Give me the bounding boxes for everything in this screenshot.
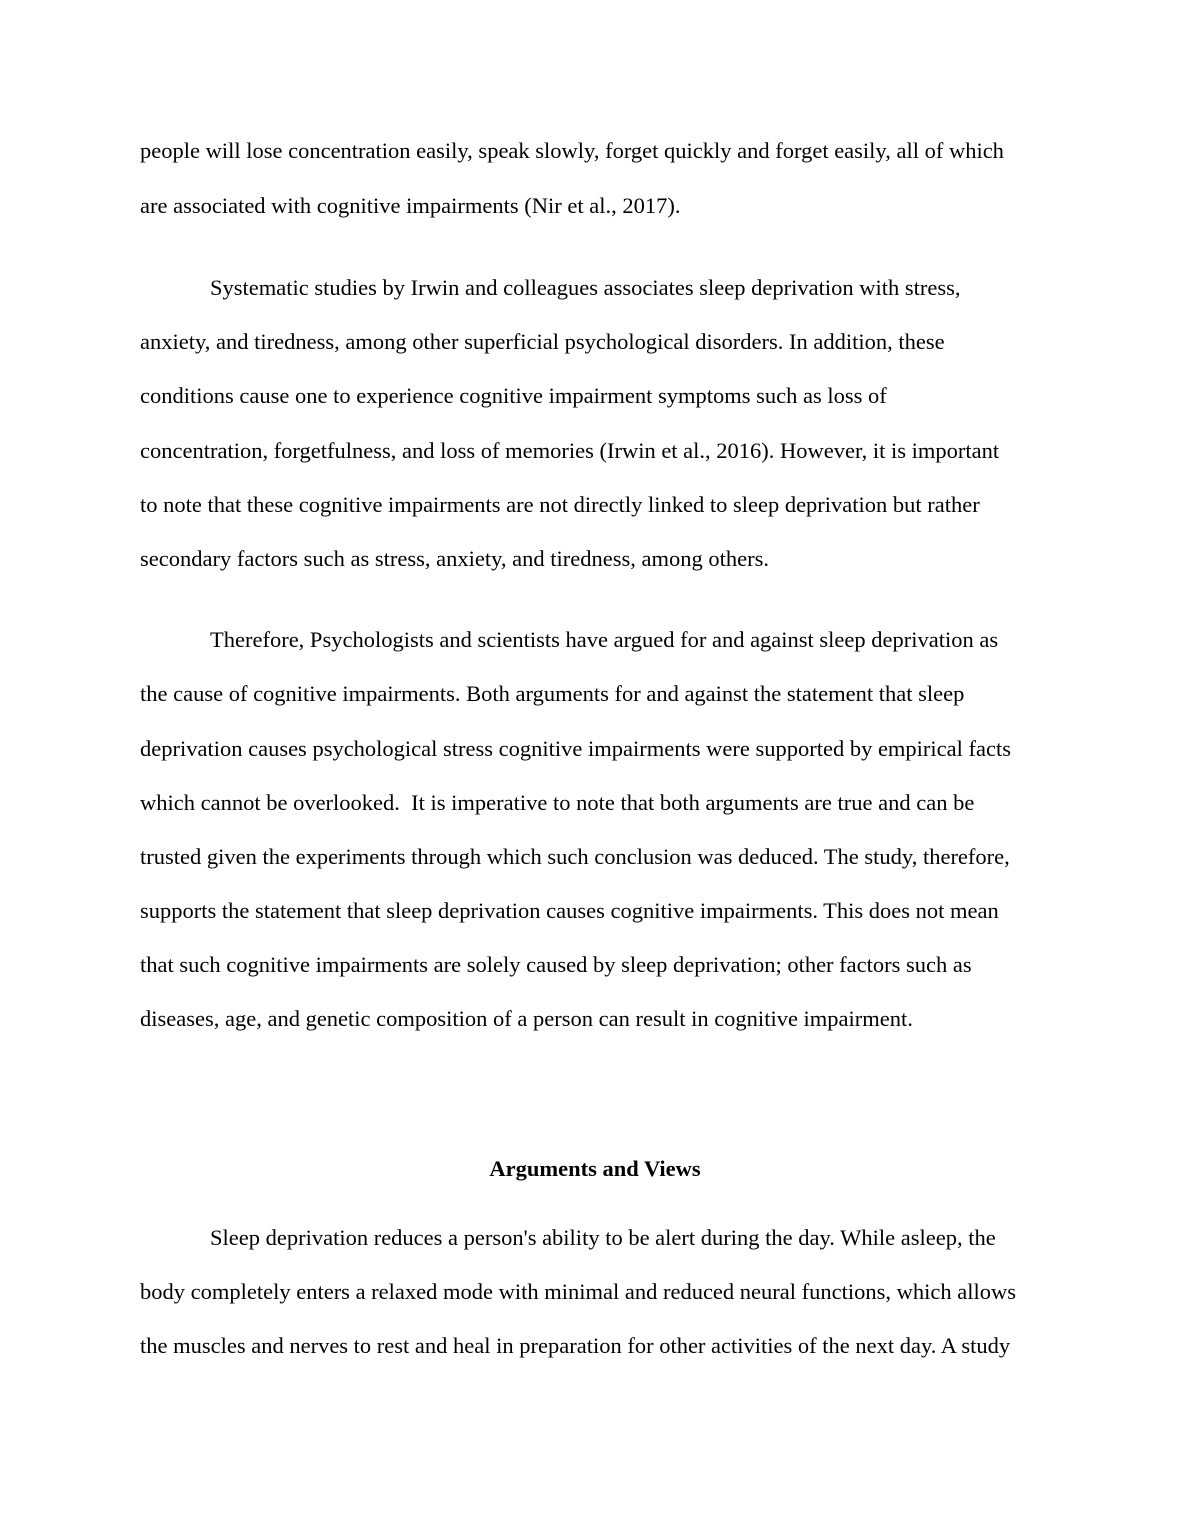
text-line: that such cognitive impairments are solely caused by sleep deprivation; other factors such as: [140, 952, 972, 977]
text-line: trusted given the experiments through which such conclusion was deduced. The study, therefore,: [140, 844, 1010, 869]
text-line: conditions cause one to experience cognitive impairment symptoms such as loss of: [140, 383, 887, 408]
section-heading: Arguments and Views: [489, 1156, 701, 1181]
text-line: Systematic studies by Irwin and colleagues associates sleep deprivation with stress,: [210, 275, 961, 300]
text-line: supports the statement that sleep deprivation causes cognitive impairments. This does not mean: [140, 898, 999, 923]
text-line: body completely enters a relaxed mode with minimal and reduced neural functions, which allows: [140, 1279, 1016, 1304]
text-line: to note that these cognitive impairments are not directly linked to sleep deprivation but rather: [140, 492, 980, 517]
text-line: which cannot be overlooked. It is imperative to note that both arguments are true and can be: [140, 790, 975, 815]
text-line: concentration, forgetfulness, and loss of memories (Irwin et al., 2016). However, it is important: [140, 438, 1000, 463]
text-line: the muscles and nerves to rest and heal in preparation for other activities of the next day. A study: [140, 1333, 1011, 1358]
text-line: deprivation causes psychological stress cognitive impairments were supported by empirical facts: [140, 736, 1011, 761]
text-line: the cause of cognitive impairments. Both arguments for and against the statement that sleep: [140, 681, 965, 706]
text-line: diseases, age, and genetic composition of a person can result in cognitive impairment.: [140, 1006, 913, 1031]
text-line: anxiety, and tiredness, among other superficial psychological disorders. In addition, these: [140, 329, 945, 354]
text-line: people will lose concentration easily, speak slowly, forget quickly and forget easily, all of which: [140, 138, 1004, 163]
text-line: Sleep deprivation reduces a person's ability to be alert during the day. While asleep, the: [210, 1225, 996, 1250]
text-line: are associated with cognitive impairments (Nir et al., 2017).: [140, 193, 681, 218]
text-line: secondary factors such as stress, anxiety, and tiredness, among others.: [140, 546, 769, 571]
text-line: Therefore, Psychologists and scientists have argued for and against sleep deprivation as: [210, 627, 999, 652]
